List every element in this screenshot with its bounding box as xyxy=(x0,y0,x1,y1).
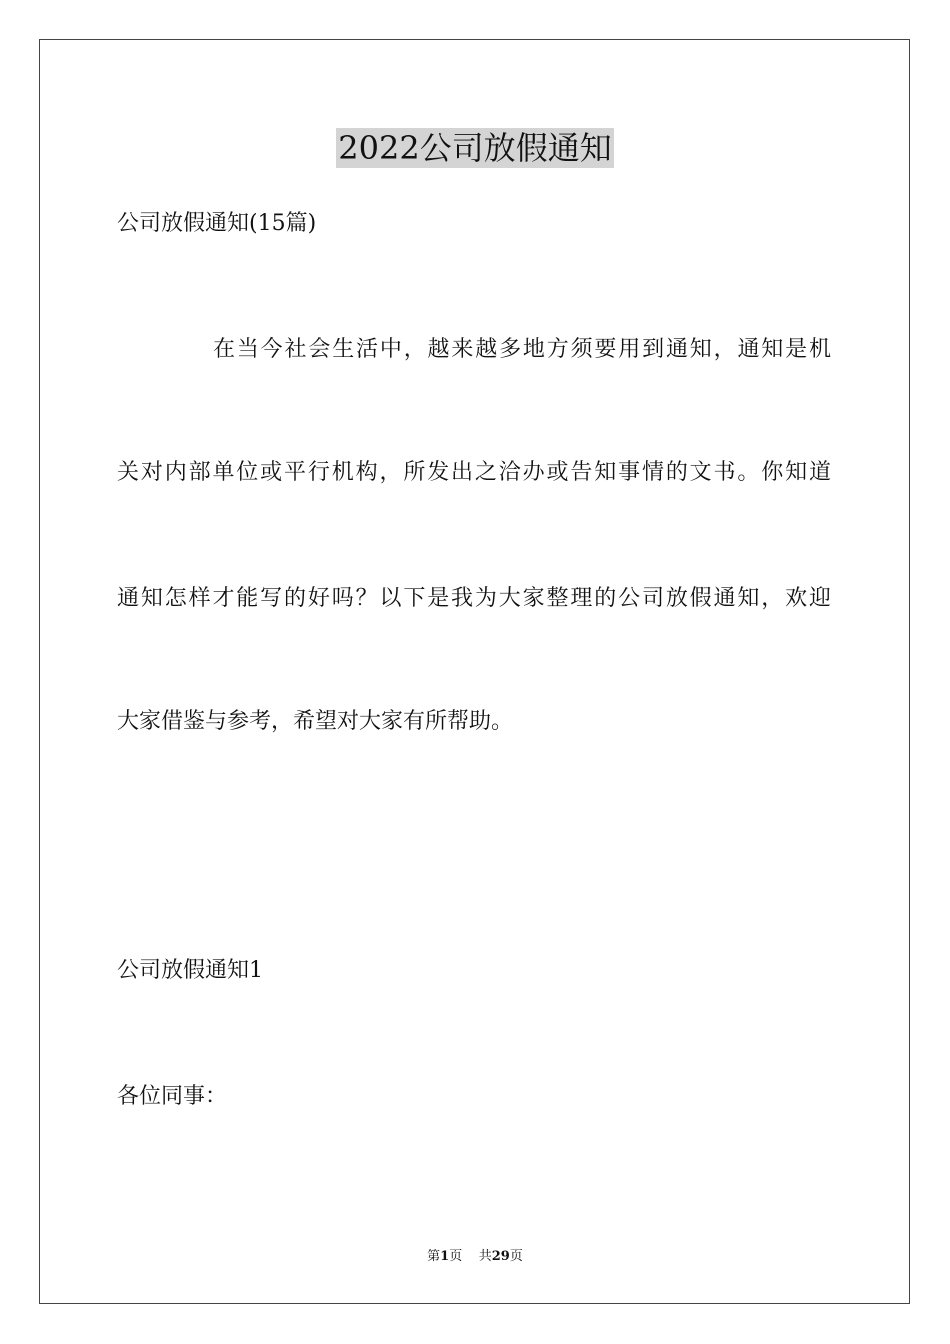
page-footer xyxy=(0,1248,950,1266)
intro-paragraph-line-3: 通知怎样才能写的好吗？以下是我为大家整理的公司放假通知，欢迎 xyxy=(117,586,831,611)
document-subtitle: 公司放假通知(15篇) xyxy=(117,211,317,236)
total-suffix: 页 xyxy=(509,1249,523,1264)
document-title: 2022公司放假通知 xyxy=(338,129,612,167)
intro-paragraph-line-4: 大家借鉴与参考，希望对大家有所帮助。 xyxy=(117,709,514,734)
total-page-count: 29 xyxy=(491,1249,510,1264)
page-prefix: 第 xyxy=(427,1249,441,1264)
page-suffix: 页 xyxy=(449,1249,463,1264)
intro-paragraph-line-2: 关对内部单位或平行机构，所发出之洽办或告知事情的文书。你知道 xyxy=(117,460,831,485)
document-title-row xyxy=(0,128,950,174)
salutation: 各位同事： xyxy=(117,1084,228,1109)
section-heading: 公司放假通知1 xyxy=(117,958,263,983)
total-prefix: 共 xyxy=(478,1249,492,1264)
intro-paragraph-line-1: 在当今社会生活中，越来越多地方须要用到通知，通知是机 xyxy=(213,337,831,362)
current-page-number: 1 xyxy=(440,1249,450,1264)
